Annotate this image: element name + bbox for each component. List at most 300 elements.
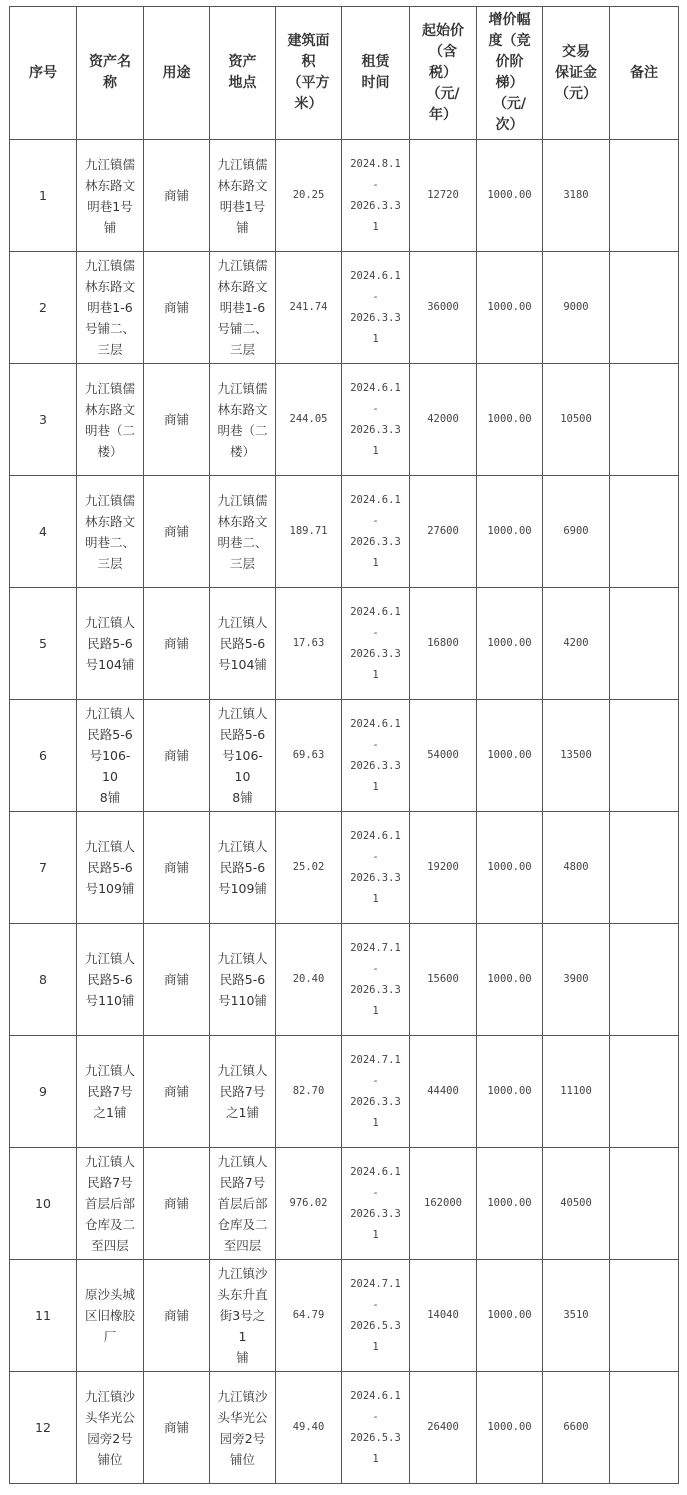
cell-asset-name xyxy=(77,924,144,1036)
cell-asset-location-line: 号110铺 xyxy=(218,993,267,1008)
cell-lease-period-line: - xyxy=(372,1410,379,1423)
cell-floor-area: 17.63 xyxy=(276,588,342,700)
cell-bid-increment: 1000.00 xyxy=(477,812,543,924)
cell-asset-location-line: 九江镇人 xyxy=(217,1063,268,1078)
cell-asset-name-line: 九江镇人 xyxy=(84,1154,135,1169)
cell-lease-period xyxy=(342,476,410,588)
cell-lease-period xyxy=(342,140,410,252)
cell-serial-no: 3 xyxy=(10,364,77,476)
header-asset-name-line: 资产名 xyxy=(89,54,131,70)
cell-asset-name-line: 三层 xyxy=(97,555,123,571)
header-bid-increment-line: 次） xyxy=(495,117,524,133)
cell-usage: 商铺 xyxy=(144,252,210,364)
cell-asset-location xyxy=(210,1148,276,1260)
cell-lease-period-line: 2024.6.1 xyxy=(350,1389,401,1402)
cell-asset-name-line: 九江镇儒 xyxy=(84,492,135,508)
cell-asset-location-line: 号109铺 xyxy=(218,881,267,896)
cell-lease-period-line: 2026.3.3 xyxy=(350,199,401,212)
cell-asset-location-line: 林东路文 xyxy=(217,279,268,294)
cell-remarks xyxy=(610,812,679,924)
cell-asset-location-line: 号104铺 xyxy=(218,657,267,672)
cell-asset-name-line: 民路5-6 xyxy=(87,727,133,742)
cell-remarks xyxy=(610,140,679,252)
table-row xyxy=(10,588,679,700)
cell-lease-period-line: 2026.3.3 xyxy=(350,759,401,772)
cell-asset-name-line: 铺 xyxy=(103,219,117,235)
header-lease-period-line: 时间 xyxy=(361,75,390,91)
header-bid-increment-line: 价阶 xyxy=(495,54,524,70)
header-usage xyxy=(144,7,210,140)
cell-asset-name-line: 民路5-6 xyxy=(87,972,133,987)
cell-bid-increment: 1000.00 xyxy=(477,140,543,252)
cell-lease-period-line: 2026.3.3 xyxy=(350,871,401,884)
cell-asset-name-line: 明巷（二 xyxy=(84,422,135,438)
cell-usage: 商铺 xyxy=(144,476,210,588)
cell-bid-increment: 1000.00 xyxy=(477,588,543,700)
cell-asset-location-line: 九江镇儒 xyxy=(217,258,268,273)
cell-serial-no: 9 xyxy=(10,1036,77,1148)
cell-starting-price: 42000 xyxy=(410,364,477,476)
cell-asset-location xyxy=(210,700,276,812)
cell-asset-name-line: 九江镇沙 xyxy=(84,1388,135,1404)
cell-asset-location-line: 园旁2号 xyxy=(219,1430,266,1446)
cell-asset-name-line: 8铺 xyxy=(99,790,121,805)
cell-lease-period-line: 1 xyxy=(372,220,379,233)
cell-asset-location-line: 首层后部 xyxy=(217,1196,268,1211)
cell-asset-location-line: 之1铺 xyxy=(226,1105,259,1120)
header-floor-area xyxy=(276,7,342,140)
cell-remarks xyxy=(610,924,679,1036)
cell-asset-location-line: 民路7号 xyxy=(219,1084,266,1099)
cell-asset-name-line: 三层 xyxy=(97,342,123,357)
table-row xyxy=(10,364,679,476)
cell-usage: 商铺 xyxy=(144,1036,210,1148)
cell-lease-period-line: 1 xyxy=(372,332,379,345)
cell-deposit: 13500 xyxy=(543,700,610,812)
cell-asset-name-line: 林东路文 xyxy=(84,177,135,193)
cell-deposit: 10500 xyxy=(543,364,610,476)
cell-serial-no: 5 xyxy=(10,588,77,700)
cell-asset-name-line: 区旧橡胶 xyxy=(84,1308,135,1323)
cell-bid-increment: 1000.00 xyxy=(477,476,543,588)
cell-remarks xyxy=(610,364,679,476)
cell-lease-period-line: 2024.6.1 xyxy=(350,381,401,394)
cell-lease-period-line: 2024.6.1 xyxy=(350,1165,401,1178)
cell-deposit: 6600 xyxy=(543,1372,610,1484)
cell-asset-location xyxy=(210,812,276,924)
header-bid-increment-line: 度（竞 xyxy=(488,33,531,49)
cell-remarks xyxy=(610,700,679,812)
cell-asset-location-line: 民路5-6 xyxy=(219,636,266,651)
cell-lease-period-line: 2026.3.3 xyxy=(350,983,401,996)
cell-lease-period-line: - xyxy=(372,178,379,191)
cell-floor-area: 20.40 xyxy=(276,924,342,1036)
cell-asset-name-line: 九江镇儒 xyxy=(84,156,135,172)
cell-asset-location-line: 林东路文 xyxy=(217,401,268,417)
cell-usage: 商铺 xyxy=(144,1148,210,1260)
header-asset-location-line: 地点 xyxy=(228,75,257,91)
cell-lease-period-line: 2026.3.3 xyxy=(350,423,401,436)
cell-asset-name-line: 园旁2号 xyxy=(87,1430,133,1446)
cell-asset-name-line: 九江镇人 xyxy=(84,615,135,630)
cell-usage: 商铺 xyxy=(144,700,210,812)
table-row xyxy=(10,476,679,588)
cell-asset-name-line: 林东路文 xyxy=(84,401,135,417)
header-starting-price-line: 起始价 xyxy=(422,22,464,39)
cell-asset-location-line: 九江镇人 xyxy=(217,706,268,721)
cell-asset-name-line: 九江镇人 xyxy=(84,1063,135,1078)
cell-starting-price: 16800 xyxy=(410,588,477,700)
cell-serial-no: 1 xyxy=(10,140,77,252)
table-row xyxy=(10,1372,679,1484)
header-starting-price-line: 年） xyxy=(429,106,457,123)
cell-starting-price: 44400 xyxy=(410,1036,477,1148)
cell-starting-price: 27600 xyxy=(410,476,477,588)
table-row xyxy=(10,140,679,252)
header-remarks-line: 备注 xyxy=(630,64,658,81)
cell-lease-period-line: 1 xyxy=(372,444,379,457)
cell-asset-location xyxy=(210,1260,276,1372)
cell-lease-period-line: - xyxy=(372,850,379,863)
cell-floor-area: 976.02 xyxy=(276,1148,342,1260)
cell-floor-area: 25.02 xyxy=(276,812,342,924)
cell-usage: 商铺 xyxy=(144,812,210,924)
cell-asset-location xyxy=(210,476,276,588)
table-row xyxy=(10,1036,679,1148)
cell-asset-name-line: 号104铺 xyxy=(85,657,135,672)
cell-asset-name-line: 号109铺 xyxy=(85,881,135,896)
cell-floor-area: 64.79 xyxy=(276,1260,342,1372)
cell-lease-period-line: - xyxy=(372,514,379,527)
cell-asset-name-line: 原沙头城 xyxy=(84,1287,135,1302)
cell-lease-period-line: 2024.7.1 xyxy=(350,1053,401,1066)
header-asset-location-line: 资产 xyxy=(228,54,257,70)
cell-starting-price: 54000 xyxy=(410,700,477,812)
cell-serial-no: 7 xyxy=(10,812,77,924)
cell-lease-period-line: 1 xyxy=(372,892,379,905)
cell-asset-location xyxy=(210,1372,276,1484)
cell-asset-location-line: 头东升直 xyxy=(217,1287,268,1302)
table-row xyxy=(10,1148,679,1260)
cell-asset-location-line: 九江镇沙 xyxy=(217,1388,268,1404)
cell-serial-no: 2 xyxy=(10,252,77,364)
cell-asset-name-line: 民路5-6 xyxy=(87,636,133,651)
cell-remarks xyxy=(610,1372,679,1484)
cell-floor-area: 69.63 xyxy=(276,700,342,812)
cell-asset-location-line: 铺 xyxy=(236,1350,249,1365)
header-bid-increment xyxy=(477,7,543,140)
cell-deposit: 6900 xyxy=(543,476,610,588)
cell-deposit: 40500 xyxy=(543,1148,610,1260)
header-deposit-line: 交易 xyxy=(562,43,590,60)
cell-serial-no: 11 xyxy=(10,1260,77,1372)
cell-asset-name-line: 号110铺 xyxy=(85,993,135,1008)
cell-lease-period xyxy=(342,588,410,700)
cell-asset-location-line: 三层 xyxy=(229,555,255,571)
cell-floor-area: 20.25 xyxy=(276,140,342,252)
header-deposit xyxy=(543,7,610,140)
table-row xyxy=(10,252,679,364)
cell-starting-price: 19200 xyxy=(410,812,477,924)
cell-serial-no: 8 xyxy=(10,924,77,1036)
cell-usage: 商铺 xyxy=(144,924,210,1036)
cell-lease-period-line: - xyxy=(372,1186,379,1199)
header-floor-area-line: （平方 xyxy=(287,75,330,91)
cell-starting-price: 14040 xyxy=(410,1260,477,1372)
cell-asset-name-line: 铺位 xyxy=(97,1451,123,1467)
cell-asset-name-line: 明巷二、 xyxy=(84,534,135,550)
cell-asset-name xyxy=(77,364,144,476)
header-floor-area-line: 米） xyxy=(294,96,323,112)
cell-lease-period-line: 1 xyxy=(372,556,379,569)
cell-remarks xyxy=(610,1036,679,1148)
cell-asset-name xyxy=(77,1036,144,1148)
header-asset-location xyxy=(210,7,276,140)
cell-lease-period-line: 1 xyxy=(372,1116,379,1129)
cell-asset-location-line: 至四层 xyxy=(223,1238,262,1253)
cell-remarks xyxy=(610,252,679,364)
header-deposit-line: （元） xyxy=(555,85,597,102)
cell-starting-price: 15600 xyxy=(410,924,477,1036)
cell-usage: 商铺 xyxy=(144,140,210,252)
cell-lease-period-line: - xyxy=(372,1074,379,1087)
cell-lease-period xyxy=(342,812,410,924)
cell-bid-increment: 1000.00 xyxy=(477,700,543,812)
cell-asset-location-line: 明巷1号 xyxy=(219,198,266,214)
cell-asset-name-line: 林东路文 xyxy=(84,513,135,529)
cell-asset-location-line: 林东路文 xyxy=(217,177,268,193)
cell-lease-period-line: 1 xyxy=(372,1340,379,1353)
cell-lease-period-line: 2026.3.3 xyxy=(350,535,401,548)
header-bid-increment-line: 增价幅 xyxy=(488,12,531,28)
cell-lease-period xyxy=(342,700,410,812)
cell-asset-location-line: 林东路文 xyxy=(217,513,268,529)
cell-lease-period xyxy=(342,364,410,476)
cell-asset-location-line: 九江镇人 xyxy=(217,1154,268,1169)
cell-lease-period-line: 1 xyxy=(372,668,379,681)
cell-asset-name xyxy=(77,588,144,700)
cell-asset-name-line: 九江镇人 xyxy=(84,839,135,854)
cell-floor-area: 49.40 xyxy=(276,1372,342,1484)
cell-asset-location-line: 8铺 xyxy=(232,790,253,805)
cell-deposit: 3900 xyxy=(543,924,610,1036)
cell-lease-period-line: 1 xyxy=(372,1452,379,1465)
cell-bid-increment: 1000.00 xyxy=(477,924,543,1036)
cell-lease-period-line: - xyxy=(372,290,379,303)
cell-starting-price: 26400 xyxy=(410,1372,477,1484)
cell-lease-period-line: - xyxy=(372,626,379,639)
cell-starting-price: 162000 xyxy=(410,1148,477,1260)
header-asset-name xyxy=(77,7,144,140)
cell-asset-location xyxy=(210,588,276,700)
header-starting-price xyxy=(410,7,477,140)
cell-lease-period-line: 2026.5.3 xyxy=(350,1319,401,1332)
cell-remarks xyxy=(610,1148,679,1260)
cell-asset-name-line: 民路5-6 xyxy=(87,860,133,875)
cell-asset-location-line: 民路5-6 xyxy=(219,727,266,742)
cell-asset-location-line: 明巷1-6 xyxy=(219,300,266,315)
table-header-row xyxy=(10,7,679,140)
cell-asset-name-line: 九江镇人 xyxy=(84,706,135,721)
cell-bid-increment: 1000.00 xyxy=(477,364,543,476)
cell-lease-period-line: 2026.5.3 xyxy=(350,1431,401,1444)
cell-asset-name xyxy=(77,1372,144,1484)
header-usage-line: 用途 xyxy=(162,64,191,81)
cell-asset-name-line: 楼） xyxy=(97,443,123,459)
cell-lease-period-line: - xyxy=(372,402,379,415)
cell-deposit: 4800 xyxy=(543,812,610,924)
cell-remarks xyxy=(610,588,679,700)
cell-asset-name-line: 首层后部 xyxy=(84,1196,135,1211)
cell-asset-name xyxy=(77,1260,144,1372)
cell-asset-location-line: 民路5-6 xyxy=(219,972,266,987)
cell-asset-name-line: 头华光公 xyxy=(84,1409,135,1425)
cell-asset-name-line: 至四层 xyxy=(91,1238,129,1253)
cell-asset-location-line: 九江镇沙 xyxy=(217,1266,268,1281)
cell-lease-period-line: - xyxy=(372,738,379,751)
cell-lease-period-line: 2024.7.1 xyxy=(350,941,401,954)
cell-asset-location-line: 九江镇儒 xyxy=(217,492,268,508)
cell-lease-period xyxy=(342,1036,410,1148)
cell-asset-location xyxy=(210,1036,276,1148)
cell-asset-name-line: 九江镇人 xyxy=(84,951,135,966)
cell-asset-name-line: 九江镇儒 xyxy=(84,258,135,273)
cell-lease-period-line: 1 xyxy=(372,780,379,793)
cell-deposit: 4200 xyxy=(543,588,610,700)
cell-asset-location-line: 九江镇人 xyxy=(217,615,268,630)
header-serial-no xyxy=(10,7,77,140)
cell-lease-period xyxy=(342,252,410,364)
cell-asset-location-line: 民路7号 xyxy=(219,1175,266,1190)
cell-asset-location-line: 号铺二、 xyxy=(217,321,268,336)
cell-asset-location-line: 街3号之1 xyxy=(219,1308,266,1344)
cell-asset-location-line: 九江镇儒 xyxy=(217,156,268,172)
cell-bid-increment: 1000.00 xyxy=(477,1148,543,1260)
cell-lease-period-line: 2024.6.1 xyxy=(350,717,401,730)
cell-lease-period-line: 2026.3.3 xyxy=(350,647,401,660)
cell-asset-name xyxy=(77,700,144,812)
cell-asset-name-line: 明巷1号 xyxy=(87,198,133,214)
cell-lease-period-line: 2024.6.1 xyxy=(350,605,401,618)
cell-lease-period xyxy=(342,1260,410,1372)
cell-asset-location-line: 明巷二、 xyxy=(217,534,268,550)
cell-serial-no: 6 xyxy=(10,700,77,812)
cell-asset-location-line: 九江镇人 xyxy=(217,839,268,854)
cell-usage: 商铺 xyxy=(144,588,210,700)
cell-asset-name-line: 明巷1-6 xyxy=(87,300,133,315)
cell-lease-period-line: 2024.7.1 xyxy=(350,1277,401,1290)
cell-asset-location xyxy=(210,924,276,1036)
header-remarks xyxy=(610,7,679,140)
cell-asset-name-line: 号铺二、 xyxy=(84,321,135,336)
cell-lease-period xyxy=(342,1148,410,1260)
cell-lease-period-line: 1 xyxy=(372,1228,379,1241)
cell-asset-name-line: 厂 xyxy=(103,1329,117,1344)
header-lease-period xyxy=(342,7,410,140)
cell-lease-period-line: 2026.3.3 xyxy=(350,1207,401,1220)
cell-lease-period-line: 2024.8.1 xyxy=(350,157,401,170)
cell-asset-location-line: 仓库及二 xyxy=(217,1217,268,1232)
cell-deposit: 9000 xyxy=(543,252,610,364)
cell-asset-location xyxy=(210,364,276,476)
cell-bid-increment: 1000.00 xyxy=(477,1372,543,1484)
header-serial-no-line: 序号 xyxy=(29,64,57,81)
header-bid-increment-line: （元/ xyxy=(492,96,527,112)
cell-starting-price: 36000 xyxy=(410,252,477,364)
cell-deposit: 3180 xyxy=(543,140,610,252)
cell-asset-name xyxy=(77,140,144,252)
cell-asset-location-line: 头华光公 xyxy=(217,1409,268,1425)
cell-asset-location-line: 九江镇儒 xyxy=(217,380,268,396)
cell-serial-no: 10 xyxy=(10,1148,77,1260)
cell-usage: 商铺 xyxy=(144,1372,210,1484)
header-floor-area-line: 积 xyxy=(301,54,316,70)
cell-asset-location-line: 三层 xyxy=(229,342,255,357)
table-row xyxy=(10,924,679,1036)
cell-serial-no: 4 xyxy=(10,476,77,588)
cell-asset-location-line: 九江镇人 xyxy=(217,951,268,966)
cell-asset-location-line: 民路5-6 xyxy=(219,860,266,875)
cell-lease-period-line: 1 xyxy=(372,1004,379,1017)
cell-asset-name-line: 林东路文 xyxy=(84,279,135,294)
cell-bid-increment: 1000.00 xyxy=(477,1036,543,1148)
table-row xyxy=(10,1260,679,1372)
cell-deposit: 11100 xyxy=(543,1036,610,1148)
cell-lease-period-line: - xyxy=(372,962,379,975)
cell-asset-name-line: 号106-10 xyxy=(89,748,131,784)
cell-lease-period-line: 2024.6.1 xyxy=(350,829,401,842)
cell-lease-period-line: 2026.3.3 xyxy=(350,311,401,324)
cell-serial-no: 12 xyxy=(10,1372,77,1484)
cell-asset-location xyxy=(210,140,276,252)
header-asset-name-line: 称 xyxy=(103,75,117,91)
header-starting-price-line: （含 xyxy=(429,43,457,60)
cell-asset-location-line: 号106-10 xyxy=(222,748,263,784)
cell-floor-area: 189.71 xyxy=(276,476,342,588)
cell-lease-period-line: 2024.6.1 xyxy=(350,269,401,282)
header-deposit-line: 保证金 xyxy=(555,64,597,81)
cell-asset-name xyxy=(77,812,144,924)
cell-usage: 商铺 xyxy=(144,1260,210,1372)
cell-asset-name-line: 九江镇儒 xyxy=(84,380,135,396)
cell-deposit: 3510 xyxy=(543,1260,610,1372)
header-bid-increment-line: 梯） xyxy=(495,75,524,91)
cell-asset-name xyxy=(77,252,144,364)
cell-asset-location-line: 铺位 xyxy=(229,1451,255,1467)
cell-asset-name-line: 民路7号 xyxy=(87,1084,133,1099)
cell-asset-location xyxy=(210,252,276,364)
cell-asset-location-line: 明巷（二 xyxy=(217,422,268,438)
cell-lease-period-line: 2024.6.1 xyxy=(350,493,401,506)
asset-lease-table xyxy=(9,6,679,1484)
cell-lease-period xyxy=(342,1372,410,1484)
cell-asset-location-line: 铺 xyxy=(236,219,249,235)
header-floor-area-line: 建筑面 xyxy=(287,33,330,49)
cell-remarks xyxy=(610,1260,679,1372)
cell-starting-price: 12720 xyxy=(410,140,477,252)
cell-floor-area: 82.70 xyxy=(276,1036,342,1148)
cell-floor-area: 241.74 xyxy=(276,252,342,364)
table-row xyxy=(10,812,679,924)
table-row xyxy=(10,700,679,812)
header-lease-period-line: 租赁 xyxy=(361,54,390,70)
cell-asset-name-line: 仓库及二 xyxy=(84,1217,135,1232)
cell-bid-increment: 1000.00 xyxy=(477,252,543,364)
cell-asset-name xyxy=(77,476,144,588)
cell-asset-name-line: 之1铺 xyxy=(93,1105,127,1120)
cell-asset-name-line: 民路7号 xyxy=(87,1175,133,1190)
cell-remarks xyxy=(610,476,679,588)
